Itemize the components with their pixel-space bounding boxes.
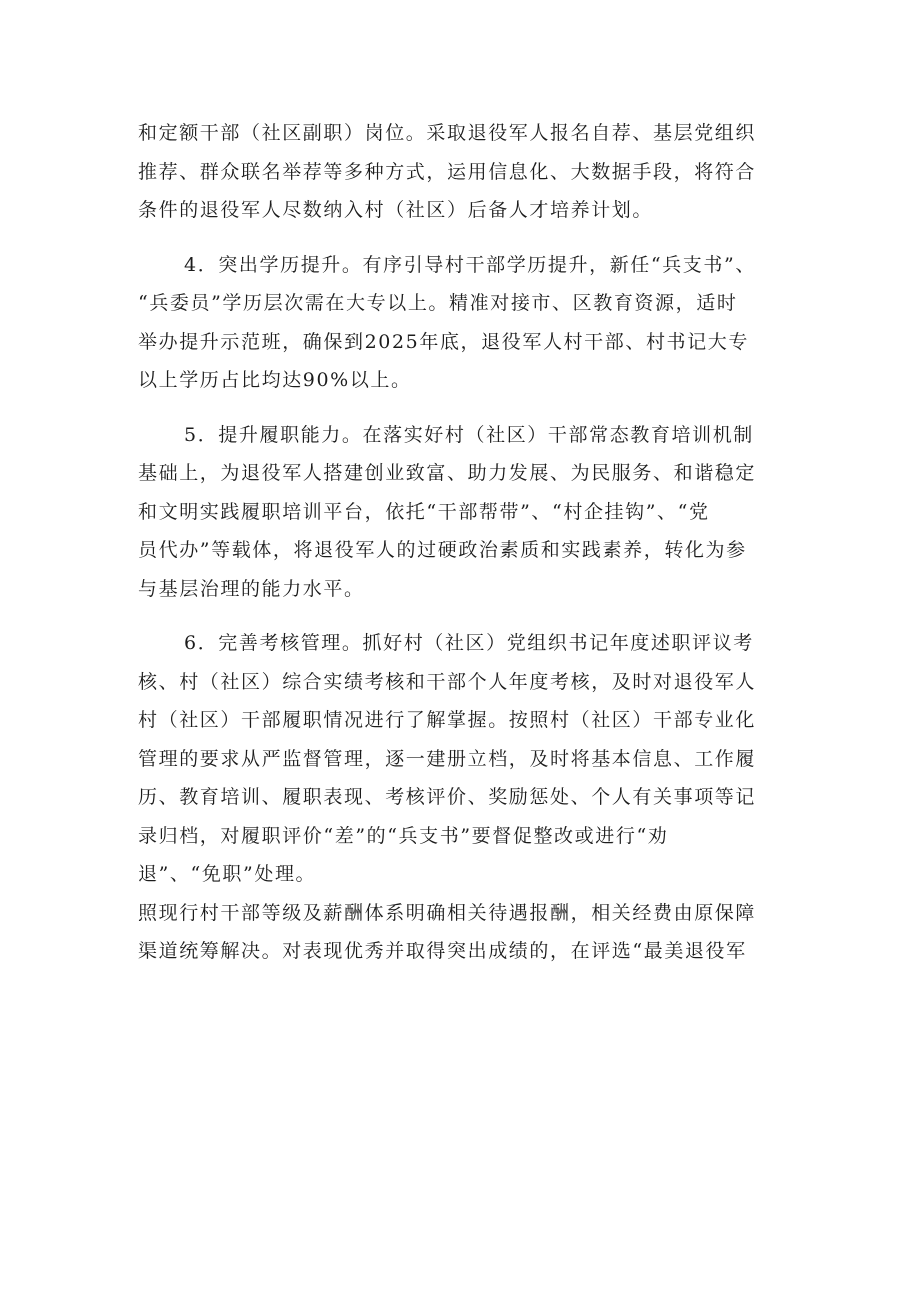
text-line: 村（社区）干部履职情况进行了解掌握。按照村（社区）干部专业化 bbox=[138, 709, 757, 731]
text-line: 管理的要求从严监督管理，逐一建册立档，及时将基本信息、工作履 bbox=[138, 747, 757, 770]
text-line: 历、教育培训、履职表现、考核评价、奖励惩处、个人有关事项等记 bbox=[138, 786, 757, 808]
text-line: 录归档，对履职评价“差”的“兵支书”要督促整改或进行“劝 bbox=[138, 824, 669, 847]
item-6-heading-line: 6．完善考核管理。抓好村（社区）党组织书记年度述职评议考 bbox=[184, 632, 754, 654]
text-line: 推荐、群众联名举荐等多种方式，运用信息化、大数据手段，将符合 bbox=[138, 160, 757, 183]
document-body bbox=[138, 114, 798, 971]
item-5-heading-line: 5．提升履职能力。在落实好村（社区）干部常态教育培训机制 bbox=[184, 423, 754, 446]
text-line: 举办提升示范班，确保到2025年底，退役军人村干部、村书记大专 bbox=[138, 330, 749, 353]
text-line: 基础上，为退役军人搭建创业致富、助力发展、为民服务、和谐稳定 bbox=[138, 462, 757, 484]
paragraph-gap bbox=[138, 400, 798, 416]
paragraph-gap bbox=[138, 608, 798, 624]
text-line: 和定额干部（社区副职）岗位。采取退役军人报名自荐、基层党组织 bbox=[138, 122, 757, 144]
text-line: 照现行村干部等级及薪酬体系明确相关待遇报酬，相关经费由原保障 bbox=[138, 901, 757, 924]
paragraph-gap bbox=[138, 230, 798, 246]
item-4-heading-line: 4．突出学历提升。有序引导村干部学历提升，新任“兵支书”、 bbox=[184, 253, 756, 276]
text-line: 条件的退役军人尽数纳入村（社区）后备人才培养计划。 bbox=[138, 199, 654, 221]
text-line: 退”、“免职”处理。 bbox=[138, 863, 317, 885]
text-line: 员代办”等载体，将退役军人的过硬政治素质和实践素养，转化为参 bbox=[138, 539, 747, 561]
text-line: 以上学历占比均达90%以上。 bbox=[138, 369, 412, 391]
text-line: 核、村（社区）综合实绩考核和干部个人年度考核，及时对退役军人 bbox=[138, 670, 757, 693]
text-line: 与基层治理的能力水平。 bbox=[138, 577, 365, 600]
text-line: 渠道统筹解决。对表现优秀并取得突出成绩的，在评选“最美退役军 bbox=[138, 940, 747, 962]
text-line: “兵委员”学历层次需在大专以上。精准对接市、区教育资源，适时 bbox=[138, 292, 738, 314]
text-line: 和文明实践履职培训平台，依托“干部帮带”、“村企挂钩”、“党 bbox=[138, 500, 710, 523]
